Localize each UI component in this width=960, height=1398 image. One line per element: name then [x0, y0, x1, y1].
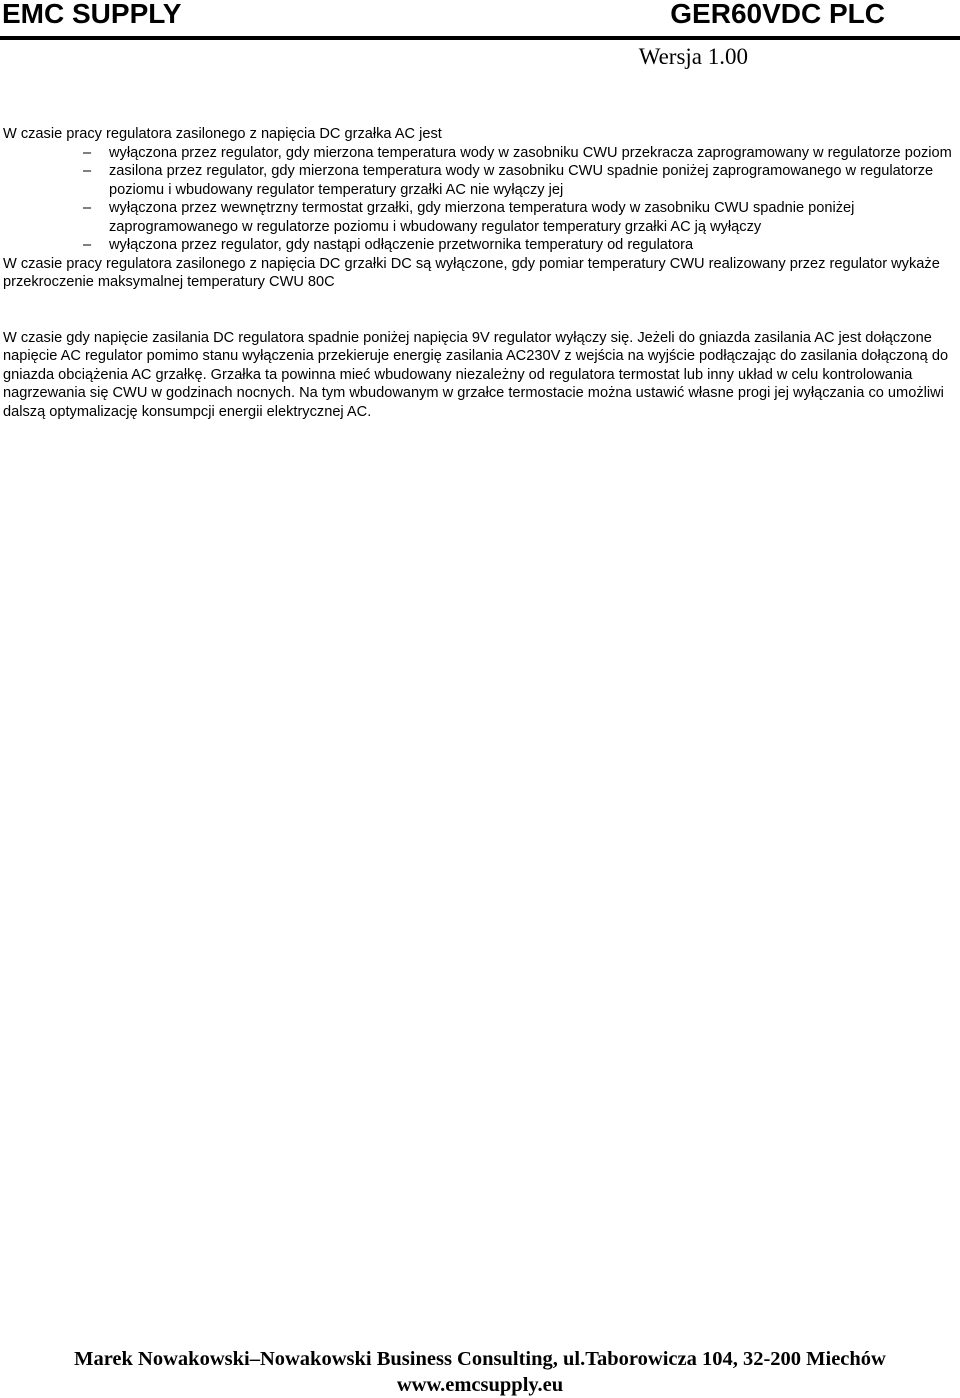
- list-item: [3, 162, 953, 199]
- dash-bullet: –: [83, 200, 92, 216]
- footer-website: www.emcsupply.eu: [396, 1374, 564, 1396]
- page-footer: [0, 1346, 960, 1398]
- list-item-text: zasilona przez regulator, gdy mierzona temperatura wody w zasobniku CWU spadnie poniżej zaprogramowanego w regulatorze poziomu i wbudowany regulator temperatury grzałki AC nie wyłączy jej: [109, 163, 934, 198]
- dash-bullet: –: [83, 163, 92, 179]
- paragraph-spacer: [3, 292, 953, 329]
- company-name: EMC SUPPLY: [2, 0, 182, 29]
- dc-heater-paragraph: W czasie pracy regulatora zasilonego z napięcia DC grzałki DC są wyłączone, gdy pomiar temperatury CWU realizowany przez regulator wykaże przekroczenie maksymalnej temperatury CWU 80C: [3, 255, 940, 290]
- list-item: [3, 144, 953, 163]
- intro-paragraph: W czasie pracy regulatora zasilonego z napięcia DC grzałka AC jest: [3, 126, 442, 142]
- condition-list: [3, 144, 953, 255]
- document-body: [3, 125, 953, 421]
- product-name: GER60VDC PLC: [670, 0, 885, 29]
- header-rule: [0, 36, 960, 40]
- list-item-text: wyłączona przez regulator, gdy nastąpi odłączenie przetwornika temperatury od regulatora: [109, 237, 694, 253]
- dash-bullet: –: [83, 144, 92, 161]
- voltage-paragraph: W czasie gdy napięcie zasilania DC regulatora spadnie poniżej napięcia 9V regulator wyłączy się. Jeżeli do gniazda zasilania AC jest dołączone napięcie AC regulator pomimo stanu wyłączenia przekieruje energię zasilania AC230V z wejścia na wyjście podłączając do zasilania dołączoną do gniazda obciążenia AC grzałkę. Grzałka ta powinna mieć wbudowany niezależny od regulatora termostat lub inny układ w celu kontrolowania nagrzewania się CWU w godzinach nocnych. Na tym wbudowanym w grzałce termostacie można ustawić własne progi jej wyłączania co umożliwi dalszą optymalizację konsumpcji energii elektrycznej AC.: [3, 329, 949, 420]
- list-item: [3, 199, 953, 236]
- footer-address: Marek Nowakowski–Nowakowski Business Consulting, ul.Taborowicza 104, 32-200 Miechów: [74, 1348, 886, 1370]
- list-item: [3, 236, 953, 255]
- page-header: [0, 0, 960, 80]
- list-item-text: wyłączona przez regulator, gdy mierzona temperatura wody w zasobniku CWU przekracza zaprogramowany w regulatorze poziom: [109, 144, 952, 161]
- document-version: Wersja 1.00: [638, 44, 748, 69]
- dash-bullet: –: [83, 237, 92, 253]
- list-item-text: wyłączona przez wewnętrzny termostat grzałki, gdy mierzona temperatura wody w zasobniku CWU spadnie poniżej zaprogramowanego w regulatorze poziomu i wbudowany regulator temperatury grzałki AC ją wyłączy: [109, 200, 855, 235]
